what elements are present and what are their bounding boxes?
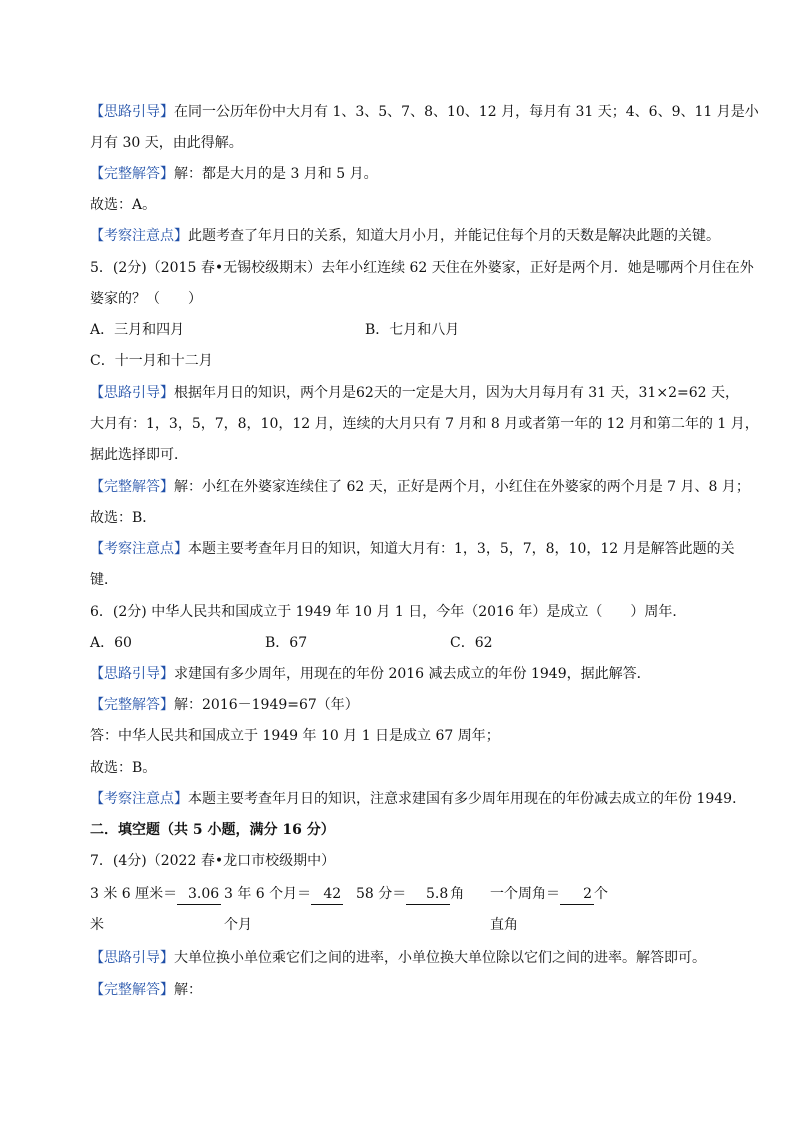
q4-hint-line2: 月有 30 天，由此得解。	[90, 135, 243, 151]
q5-option-b: B．七月和八月	[365, 322, 460, 338]
q6-choice: 故选：B。	[90, 760, 157, 776]
q7-part4: 一个周角＝ 2 个	[490, 884, 608, 905]
answer-tag: 【完整解答】	[90, 166, 174, 182]
q5-hint-line3: 据此选择即可．	[90, 447, 188, 463]
q6-option-c: C．62	[450, 635, 493, 651]
q5-note-line1: 【考察注意点】本题主要考查年月日的知识，知道大月有：1，3，5，7，8，10，12 月是解答此题的关	[90, 541, 735, 557]
q7-part1: 3 米 6 厘米＝ 3.06	[90, 884, 221, 905]
q5-stem-line1: 5．(2分)（2015 春•无锡校级期末）去年小红连续 62 天住在外婆家，正好是两个月．她是哪两个月住在外	[90, 260, 754, 276]
q5-note-line2: 键．	[90, 572, 118, 588]
q7-blank-1: 3.06	[177, 884, 221, 905]
q4-choice: 故选：A。	[90, 197, 157, 213]
q6-option-b: B．67	[265, 635, 308, 651]
q5-hint-line2: 大月有：1，3，5，7，8，10，12 月，连续的大月只有 7 月和 8 月或者第一年的 12 月和第二年的 1 月，	[90, 416, 759, 432]
q4-note: 【考察注意点】此题考查了年月日的关系，知道大月小月，并能记住每个月的天数是解决此题的关键。	[90, 228, 720, 244]
q6-hint: 【思路引导】求建国有多少周年，用现在的年份 2016 减去成立的年份 1949，据此解答．	[90, 666, 651, 682]
q5-stem-line2: 婆家的？（ ）	[90, 291, 202, 307]
q5-hint-line1: 【思路引导】根据年月日的知识，两个月是62天的一定是大月，因为大月每月有 31 天，31×2=62 天，	[90, 385, 739, 401]
q7-blank-4: 2	[560, 884, 594, 905]
q5-choice: 故选：B．	[90, 510, 157, 526]
section-title: 二．填空题（共 5 小题，满分 16 分）	[90, 822, 335, 838]
q7-hint: 【思路引导】大单位换小单位乘它们之间的进率，小单位换大单位除以它们之间的进率。解答即可。	[90, 950, 706, 966]
q6-reply: 答：中华人民共和国成立于 1949 年 10 月 1 日是成立 67 周年；	[90, 728, 500, 744]
q4-answer: 【完整解答】解：都是大月的是 3 月和 5 月。	[90, 166, 378, 182]
q6-note: 【考察注意点】本题主要考查年月日的知识，注意求建国有多少周年用现在的年份减去成立的年份 1949．	[90, 791, 747, 807]
note-tag: 【考察注意点】	[90, 228, 188, 244]
q7-stem: 7．(4分)（2022 春•龙口市校级期中）	[90, 853, 336, 869]
q5-answer: 【完整解答】解：小红在外婆家连续住了 62 天，正好是两个月，小红住在外婆家的两个月是 7 月、8 月；	[90, 479, 750, 495]
q6-option-a: A．60	[90, 635, 132, 651]
q5-option-a: A．三月和四月	[90, 322, 185, 338]
q7-part2: 3 年 6 个月＝ 42	[224, 884, 343, 905]
q7-part4-unit: 直角	[490, 917, 518, 933]
q7-answer: 【完整解答】解：	[90, 982, 202, 998]
q5-option-c: C．十一月和十二月	[90, 353, 213, 369]
q7-blank-2: 42	[311, 884, 343, 905]
q4-hint-line1: 【思路引导】在同一公历年份中大月有 1、3、5、7、8、10、12 月，每月有 31 天；4、6、9、11 月是小	[90, 104, 759, 120]
q6-answer: 【完整解答】解：2016－1949=67（年）	[90, 697, 359, 713]
q7-part1-unit: 米	[90, 917, 104, 933]
hint-tag: 【思路引导】	[90, 104, 174, 120]
q7-part3: 58 分＝ 5.8 角	[356, 884, 464, 905]
q7-part2-unit: 个月	[224, 917, 252, 933]
q6-stem: 6．(2分) 中华人民共和国成立于 1949 年 10 月 1 日，今年（2016 年）是成立（ ）周年．	[90, 604, 687, 620]
q7-blank-3: 5.8	[406, 884, 450, 905]
